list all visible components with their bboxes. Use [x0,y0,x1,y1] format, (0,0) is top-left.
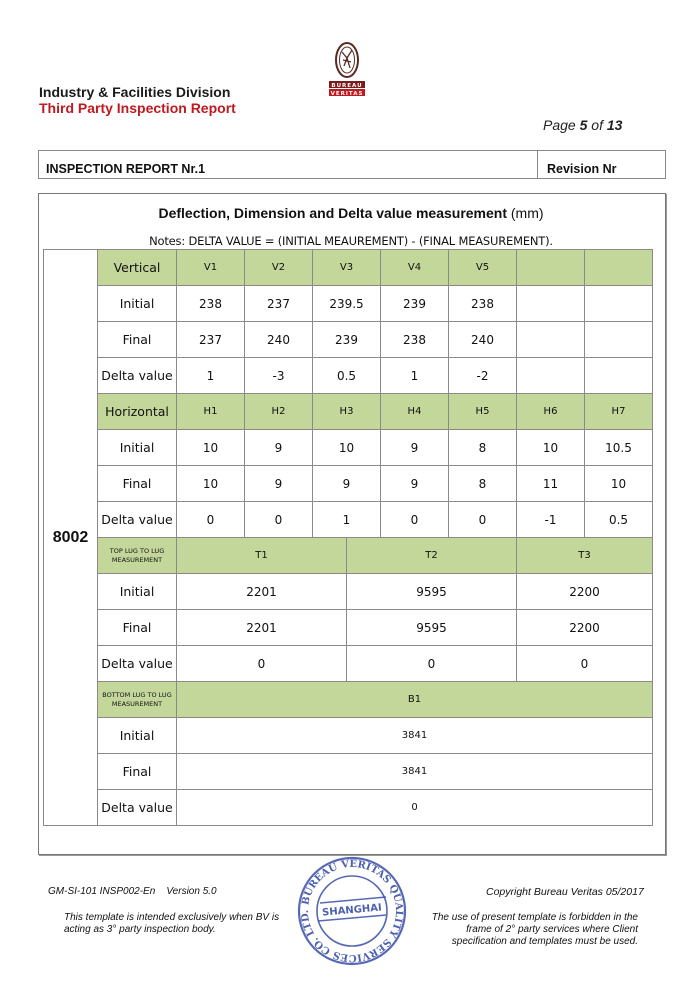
revision-label: Revision Nr [547,162,617,176]
vertical-column-header: V1 [177,250,245,286]
vertical-cell: 1 [381,358,449,394]
vertical-cell: -2 [449,358,517,394]
vertical-cell: 240 [449,322,517,358]
horizontal-cell: 10 [177,430,245,466]
svg-text:VERITAS: VERITAS [330,90,364,97]
vertical-column-header: V2 [245,250,313,286]
svg-text:SHANGHAI: SHANGHAI [321,902,383,919]
horizontal-row-label: Final [98,466,177,502]
page-current: 5 [579,117,588,133]
page-total: 13 [606,117,623,133]
doc-code: GM-SI-101 INSP002-En Version 5.0 [48,886,217,897]
left-note: This template is intended exclusively when BV is acting as 3° party inspection body. [64,912,280,935]
horizontal-row-label: Delta value [98,502,177,538]
horizontal-cell: 9 [313,466,381,502]
horizontal-cell: 10.5 [585,430,653,466]
report-title: INSPECTION REPORT Nr.1 [46,162,206,176]
vertical-cell: 238 [177,286,245,322]
top_lug-row [44,646,653,682]
top_lug-column-header: T3 [517,538,653,574]
vertical-header-row [44,250,653,286]
top_lug-column-header: T2 [347,538,517,574]
bottom_lug-row [44,754,653,790]
vertical-cell [517,358,585,394]
bottom_lug-row [44,790,653,826]
horizontal-row [44,502,653,538]
bottom_lug-row-label: Final [98,754,177,790]
horizontal-column-header: H5 [449,394,517,430]
svg-text:BUREAU: BUREAU [331,82,363,89]
horizontal-cell: 10 [313,430,381,466]
horizontal-cell: 0 [245,502,313,538]
vertical-cell: 239.5 [313,286,381,322]
top_lug-row [44,610,653,646]
section-title [38,205,664,221]
vertical-cell [517,322,585,358]
bottom_lug-header-row [44,682,653,718]
horizontal-cell: 0 [177,502,245,538]
division-name: Industry & Facilities Division [39,84,231,100]
vertical-row [44,286,653,322]
vertical-cell: 238 [381,322,449,358]
copyright: Copyright Bureau Veritas 05/2017 [486,886,644,898]
horizontal-header-label: Horizontal [98,394,177,430]
measurement-table [43,249,653,826]
vertical-row [44,358,653,394]
page-indicator [543,117,622,133]
section-notes: Notes: DELTA VALUE = (INITIAL MEAUREMENT) - (FINAL MEASUREMENT). [149,234,553,248]
horizontal-cell: 10 [517,430,585,466]
vertical-cell [585,286,653,322]
bottom_lug-cell: 3841 [177,718,653,754]
vertical-column-header: V3 [313,250,381,286]
horizontal-cell: 1 [313,502,381,538]
report-bar [38,150,666,179]
vertical-cell: 1 [177,358,245,394]
company-stamp [296,855,408,967]
vertical-cell: 239 [381,286,449,322]
vertical-row-label: Initial [98,286,177,322]
horizontal-cell: 0 [449,502,517,538]
top_lug-cell: 9595 [347,610,517,646]
report-type: Third Party Inspection Report [39,100,236,116]
horizontal-cell: 9 [381,466,449,502]
top_lug-header-label: TOP LUG TO LUG MEASUREMENT [98,538,177,574]
horizontal-cell: 10 [585,466,653,502]
vertical-cell: 237 [177,322,245,358]
vertical-cell: 237 [245,286,313,322]
vertical-row-label: Final [98,322,177,358]
horizontal-cell: 9 [381,430,449,466]
horizontal-cell: 11 [517,466,585,502]
bottom_lug-row-label: Delta value [98,790,177,826]
horizontal-cell: 0.5 [585,502,653,538]
top_lug-cell: 2200 [517,610,653,646]
vertical-column-header: V4 [381,250,449,286]
top_lug-header-row [44,538,653,574]
bottom_lug-header-label: BOTTOM LUG TO LUG MEASUREMENT [98,682,177,718]
top_lug-row-label: Delta value [98,646,177,682]
vertical-cell [517,286,585,322]
horizontal-row [44,466,653,502]
section-unit: (mm) [510,205,544,221]
horizontal-cell: 8 [449,466,517,502]
bottom_lug-row-label: Initial [98,718,177,754]
svg-text:BUREAU VERITAS QUALITY SERVICE: BUREAU VERITAS QUALITY SERVICES CO. LTD. [299,858,405,964]
vertical-row-label: Delta value [98,358,177,394]
horizontal-column-header: H3 [313,394,381,430]
horizontal-row [44,430,653,466]
page-of: of [591,117,603,133]
horizontal-row-label: Initial [98,430,177,466]
top_lug-column-header: T1 [177,538,347,574]
vertical-cell: -3 [245,358,313,394]
top_lug-cell: 9595 [347,574,517,610]
vertical-cell: 0.5 [313,358,381,394]
page-label: Page [543,117,576,133]
section-title-text: Deflection, Dimension and Delta value measurement [158,205,507,221]
top_lug-cell: 0 [177,646,347,682]
horizontal-column-header: H6 [517,394,585,430]
horizontal-cell: 8 [449,430,517,466]
vertical-column-header [517,250,585,286]
horizontal-column-header: H2 [245,394,313,430]
top_lug-cell: 2201 [177,610,347,646]
vertical-cell: 240 [245,322,313,358]
horizontal-cell: 9 [245,430,313,466]
top_lug-cell: 2201 [177,574,347,610]
top_lug-row [44,574,653,610]
horizontal-column-header: H1 [177,394,245,430]
vertical-column-header [585,250,653,286]
vertical-cell [585,358,653,394]
vertical-cell [585,322,653,358]
vertical-cell: 238 [449,286,517,322]
top_lug-cell: 0 [347,646,517,682]
horizontal-cell: 9 [245,466,313,502]
top_lug-row-label: Initial [98,574,177,610]
bottom_lug-row [44,718,653,754]
vertical-cell: 239 [313,322,381,358]
horizontal-cell: 10 [177,466,245,502]
vertical-header-label: Vertical [98,250,177,286]
horizontal-column-header: H7 [585,394,653,430]
bottom_lug-column-header: B1 [177,682,653,718]
horizontal-cell: 0 [381,502,449,538]
bottom_lug-cell: 0 [177,790,653,826]
vertical-row [44,322,653,358]
horizontal-column-header: H4 [381,394,449,430]
vertical-column-header: V5 [449,250,517,286]
top_lug-cell: 2200 [517,574,653,610]
horizontal-cell: -1 [517,502,585,538]
top_lug-row-label: Final [98,610,177,646]
bureau-veritas-logo [325,40,369,98]
bottom_lug-cell: 3841 [177,754,653,790]
horizontal-header-row [44,394,653,430]
top_lug-cell: 0 [517,646,653,682]
item-id: 8002 [44,250,98,826]
right-note: The use of present template is forbidden in the frame of 2° party services where Client specification and templates must be used. [431,912,638,947]
